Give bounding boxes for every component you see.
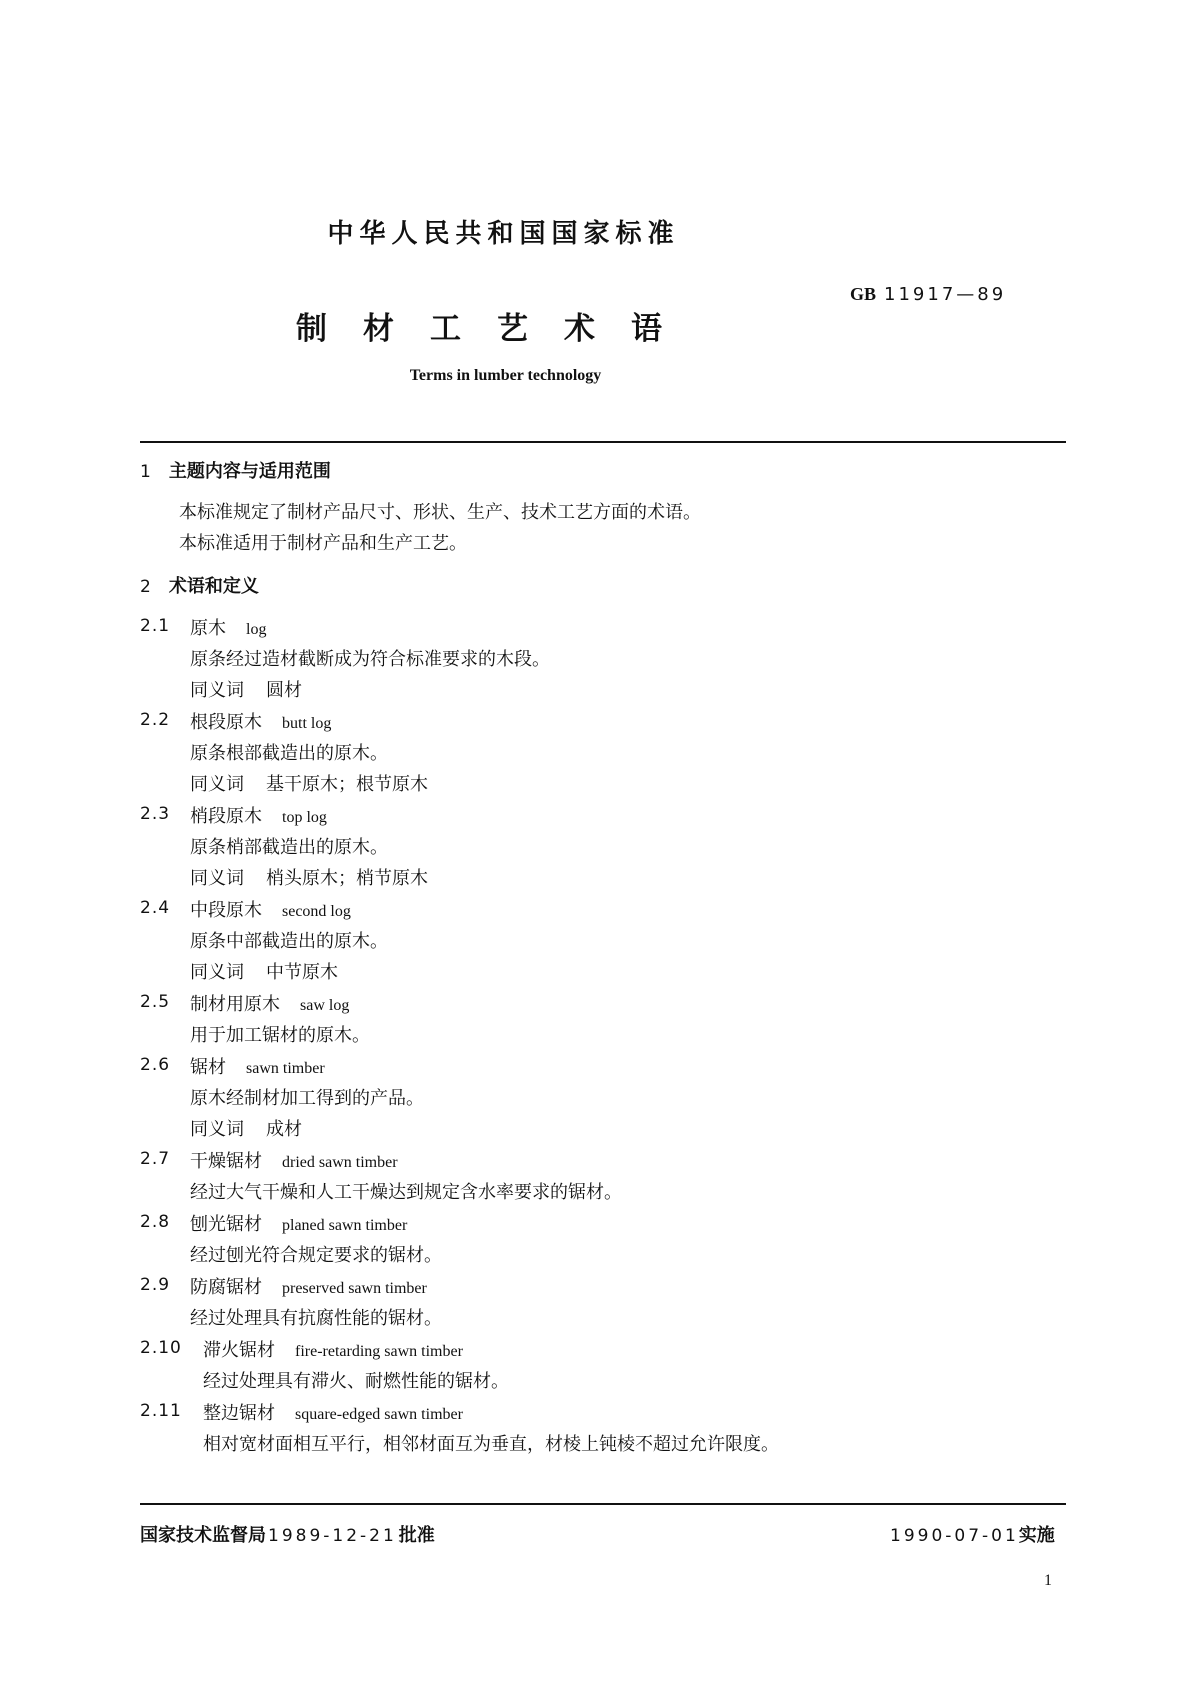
synonym-label: 同义词 xyxy=(190,962,244,983)
term-cn: 防腐锯材 xyxy=(190,1277,262,1298)
term-number: 2.10 xyxy=(140,1338,182,1358)
term-2-2-header xyxy=(140,710,170,730)
term-cn: 锯材 xyxy=(190,1057,226,1078)
standard-code xyxy=(850,284,1006,305)
national-standard-text: 中华人民共和国国家标准 xyxy=(327,219,680,249)
term-2-8-name xyxy=(190,1210,407,1236)
term-en: planed sawn timber xyxy=(282,1217,408,1234)
term-2-7-name xyxy=(190,1147,398,1173)
term-2-5-header xyxy=(140,992,170,1012)
term-cn: 刨光锯材 xyxy=(190,1214,262,1235)
document-title-en-wrap xyxy=(0,367,1191,385)
term-number: 2.9 xyxy=(140,1275,171,1295)
synonym-label: 同义词 xyxy=(190,1119,244,1140)
term-definition: 原木经制材加工得到的产品。 xyxy=(190,1088,424,1109)
term-2-5-name xyxy=(190,990,349,1016)
term-2-7-header xyxy=(140,1149,170,1169)
term-en: preserved sawn timber xyxy=(282,1280,427,1297)
term-2-9-name xyxy=(190,1273,427,1299)
section-2-heading xyxy=(140,572,259,598)
term-number: 2.3 xyxy=(140,804,171,824)
effective-line xyxy=(890,1521,1055,1547)
term-number: 2.2 xyxy=(140,710,171,730)
national-standard-heading xyxy=(0,213,1191,250)
term-definition: 相对宽材面相互平行，相邻材面互为垂直，材棱上钝棱不超过允许限度。 xyxy=(203,1434,779,1455)
section-1-number: 1 xyxy=(140,462,151,482)
synonym-value: 圆材 xyxy=(266,680,302,701)
term-number: 2.1 xyxy=(140,616,171,636)
synonym-label: 同义词 xyxy=(190,774,244,795)
term-2-6-name xyxy=(190,1053,325,1079)
term-synonym xyxy=(190,864,428,890)
page-number: 1 xyxy=(1044,1572,1052,1589)
synonym-value: 梢头原木；梢节原木 xyxy=(266,868,428,889)
term-definition: 经过刨光符合规定要求的锯材。 xyxy=(190,1245,442,1266)
term-synonym xyxy=(190,958,338,984)
section-1-paragraph: 本标准规定了制材产品尺寸、形状、生产、技术工艺方面的术语。 xyxy=(179,502,701,523)
approval-suffix: 批准 xyxy=(398,1525,435,1546)
term-definition: 经过大气干燥和人工干燥达到规定含水率要求的锯材。 xyxy=(190,1182,622,1203)
term-2-8-header xyxy=(140,1212,170,1232)
term-en: second log xyxy=(282,903,351,920)
term-number: 2.11 xyxy=(140,1401,182,1421)
term-synonym xyxy=(190,676,302,702)
document-title-cn: 制材工艺术语 xyxy=(296,311,698,347)
term-2-2-name xyxy=(190,708,331,734)
section-1-heading xyxy=(140,457,331,483)
term-en: saw log xyxy=(300,997,350,1014)
term-definition: 经过处理具有抗腐性能的锯材。 xyxy=(190,1308,442,1329)
footer-divider xyxy=(140,1503,1066,1505)
approver: 国家技术监督局 xyxy=(140,1525,266,1546)
section-1-paragraph: 本标准适用于制材产品和生产工艺。 xyxy=(179,533,467,554)
synonym-label: 同义词 xyxy=(190,680,244,701)
document-title-en: Terms in lumber technology xyxy=(409,367,602,384)
standard-code-prefix: GB xyxy=(850,284,877,304)
term-cn: 整边锯材 xyxy=(203,1403,275,1424)
term-definition: 经过处理具有滞火、耐燃性能的锯材。 xyxy=(203,1371,509,1392)
approval-date: 1989-12-21 xyxy=(268,1526,397,1546)
term-en: square-edged sawn timber xyxy=(295,1406,463,1423)
term-en: fire-retarding sawn timber xyxy=(295,1343,463,1360)
standard-code-number: 11917—89 xyxy=(884,284,1007,305)
term-number: 2.5 xyxy=(140,992,171,1012)
term-2-9-header xyxy=(140,1275,170,1295)
term-cn: 根段原木 xyxy=(190,712,262,733)
term-cn: 梢段原木 xyxy=(190,806,262,827)
term-cn: 制材用原木 xyxy=(190,994,280,1015)
section-2-number: 2 xyxy=(140,577,151,597)
term-cn: 滞火锯材 xyxy=(203,1340,275,1361)
synonym-value: 中节原木 xyxy=(266,962,338,983)
synonym-value: 成材 xyxy=(266,1119,302,1140)
term-2-1-header xyxy=(140,616,170,636)
term-2-3-header xyxy=(140,804,170,824)
term-definition: 原条根部截造出的原木。 xyxy=(190,743,388,764)
term-2-11-header xyxy=(140,1401,182,1421)
term-definition: 用于加工锯材的原木。 xyxy=(190,1025,370,1046)
term-cn: 原木 xyxy=(190,618,226,639)
term-cn: 中段原木 xyxy=(190,900,262,921)
term-en: dried sawn timber xyxy=(282,1154,398,1171)
term-2-4-name xyxy=(190,896,351,922)
effective-date: 1990-07-01 xyxy=(890,1526,1019,1546)
term-2-4-header xyxy=(140,898,170,918)
term-2-10-name xyxy=(203,1336,463,1362)
term-en: sawn timber xyxy=(246,1060,325,1077)
term-synonym xyxy=(190,770,428,796)
term-number: 2.4 xyxy=(140,898,171,918)
term-synonym xyxy=(190,1115,302,1141)
term-definition: 原条中部截造出的原木。 xyxy=(190,931,388,952)
term-2-11-name xyxy=(203,1399,463,1425)
approval-line xyxy=(140,1521,435,1547)
term-en: butt log xyxy=(282,715,332,732)
term-2-1-name xyxy=(190,614,266,640)
term-2-3-name xyxy=(190,802,327,828)
term-definition: 原条梢部截造出的原木。 xyxy=(190,837,388,858)
synonym-value: 基干原木；根节原木 xyxy=(266,774,428,795)
term-number: 2.6 xyxy=(140,1055,171,1075)
term-definition: 原条经过造材截断成为符合标准要求的木段。 xyxy=(190,649,550,670)
term-2-6-header xyxy=(140,1055,170,1075)
term-en: log xyxy=(246,621,267,638)
term-en: top log xyxy=(282,809,327,826)
effective-suffix: 实施 xyxy=(1018,1525,1055,1546)
section-1-title: 主题内容与适用范围 xyxy=(168,461,331,482)
synonym-label: 同义词 xyxy=(190,868,244,889)
header-divider xyxy=(140,441,1066,443)
term-cn: 干燥锯材 xyxy=(190,1151,262,1172)
section-2-title: 术语和定义 xyxy=(168,576,259,597)
term-number: 2.7 xyxy=(140,1149,171,1169)
term-2-10-header xyxy=(140,1338,182,1358)
term-number: 2.8 xyxy=(140,1212,171,1232)
